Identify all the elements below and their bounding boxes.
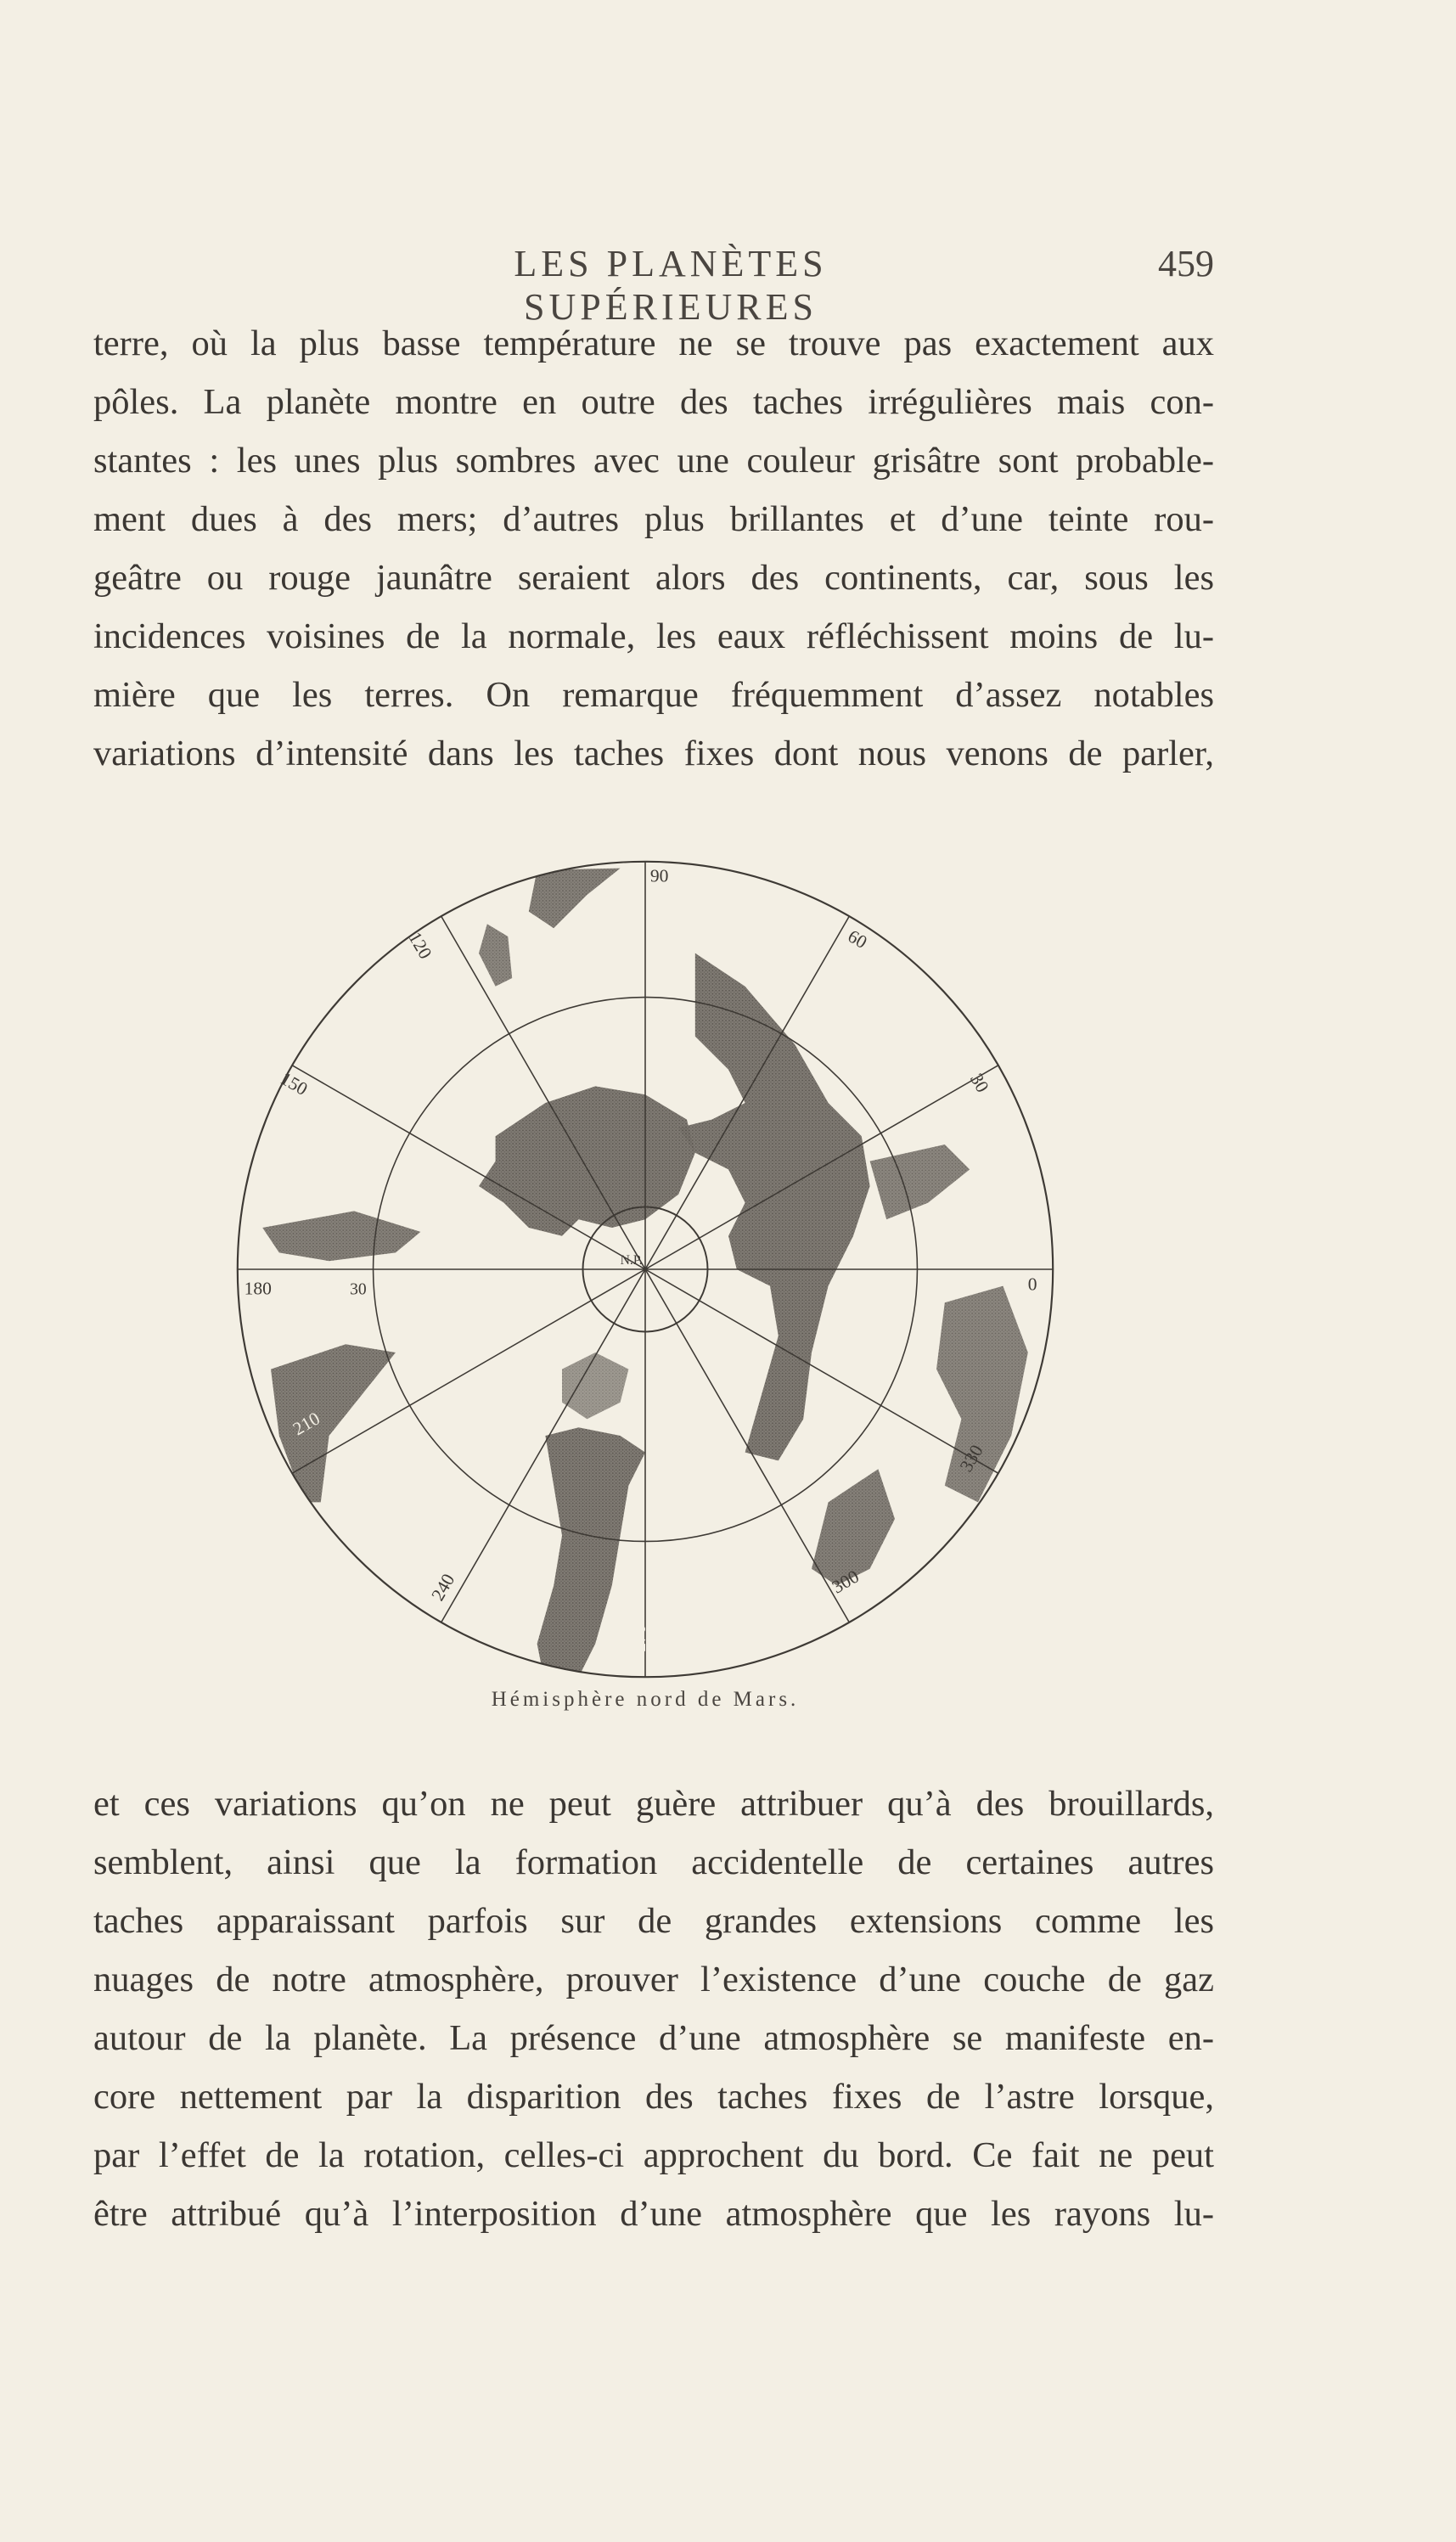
meridian-label: 210 <box>289 1408 323 1440</box>
meridian-label: 30 <box>965 1070 993 1096</box>
text-line: autour de la planète. La présence d’une atmosphère se manifeste en- <box>93 2018 1214 2058</box>
text-line: ment dues à des mers; d’autres plus brillantes et d’une teinte rou- <box>93 499 1214 539</box>
text-line: variations d’intensité dans les taches fixes dont nous venons de parler, <box>93 734 1214 773</box>
meridian-label: 240 <box>427 1570 459 1605</box>
meridian-label: 0 <box>1027 1274 1037 1295</box>
text-line: semblent, ainsi que la formation accidentelle de certaines autres <box>93 1842 1214 1882</box>
text-line: core nettement par la disparition des taches fixes de l’astre lorsque, <box>93 2077 1214 2117</box>
text-line: mière que les terres. On remarque fréquemment d’assez notables <box>93 675 1214 715</box>
text-line: pôles. La planète montre en outre des taches irrégulières mais con- <box>93 382 1214 422</box>
running-title: LES PLANÈTES SUPÉRIEURES <box>514 243 828 328</box>
text-line: taches apparaissant parfois sur de grandes extensions comme les <box>93 1901 1214 1941</box>
text-line: nuages de notre atmosphère, prouver l’existence d’une couche de gaz <box>93 1960 1214 1999</box>
text-line: terre, où la plus basse température ne se trouve pas exactement aux <box>93 323 1214 363</box>
north-pole-label: N.P. <box>620 1253 643 1268</box>
meridian-label: 120 <box>404 928 436 963</box>
page-number: 459 <box>1158 243 1214 284</box>
latitude-label: 60 <box>485 1243 503 1262</box>
paragraph-top <box>93 314 1214 783</box>
text-line: et ces variations qu’on ne peut guère attribuer qu’à des brouillards, <box>93 1784 1214 1824</box>
meridian-label: 90 <box>649 865 669 886</box>
paragraph-bottom <box>93 1774 1214 2243</box>
text-line: geâtre ou rouge jaunâtre seraient alors des continents, car, sous les <box>93 558 1214 598</box>
mars-north-hemisphere-map <box>229 853 1061 1685</box>
text-line: stantes : les unes plus sombres avec une couleur grisâtre sont probable- <box>93 441 1214 481</box>
meridian-label: 270 <box>629 1624 650 1652</box>
text-line: être attribué qu’à l’interposition d’une atmosphère que les rayons lu- <box>93 2194 1214 2234</box>
text-line: incidences voisines de la normale, les eaux réfléchissent moins de lu- <box>93 616 1214 656</box>
text-line: par l’effet de la rotation, celles-ci approchent du bord. Ce fait ne peut <box>93 2135 1214 2175</box>
meridian-label: 150 <box>277 1068 312 1099</box>
meridian-lines <box>238 862 1053 1677</box>
meridian-label: 330 <box>955 1441 987 1476</box>
meridian-label: 300 <box>828 1566 863 1598</box>
graticule <box>238 862 1053 1677</box>
page-header <box>93 242 1214 328</box>
meridian-label: 180 <box>244 1278 272 1299</box>
meridian-label: 60 <box>844 925 871 953</box>
latitude-label: 30 <box>350 1280 367 1299</box>
figure-caption: Hémisphère nord de Mars. <box>491 1688 800 1711</box>
